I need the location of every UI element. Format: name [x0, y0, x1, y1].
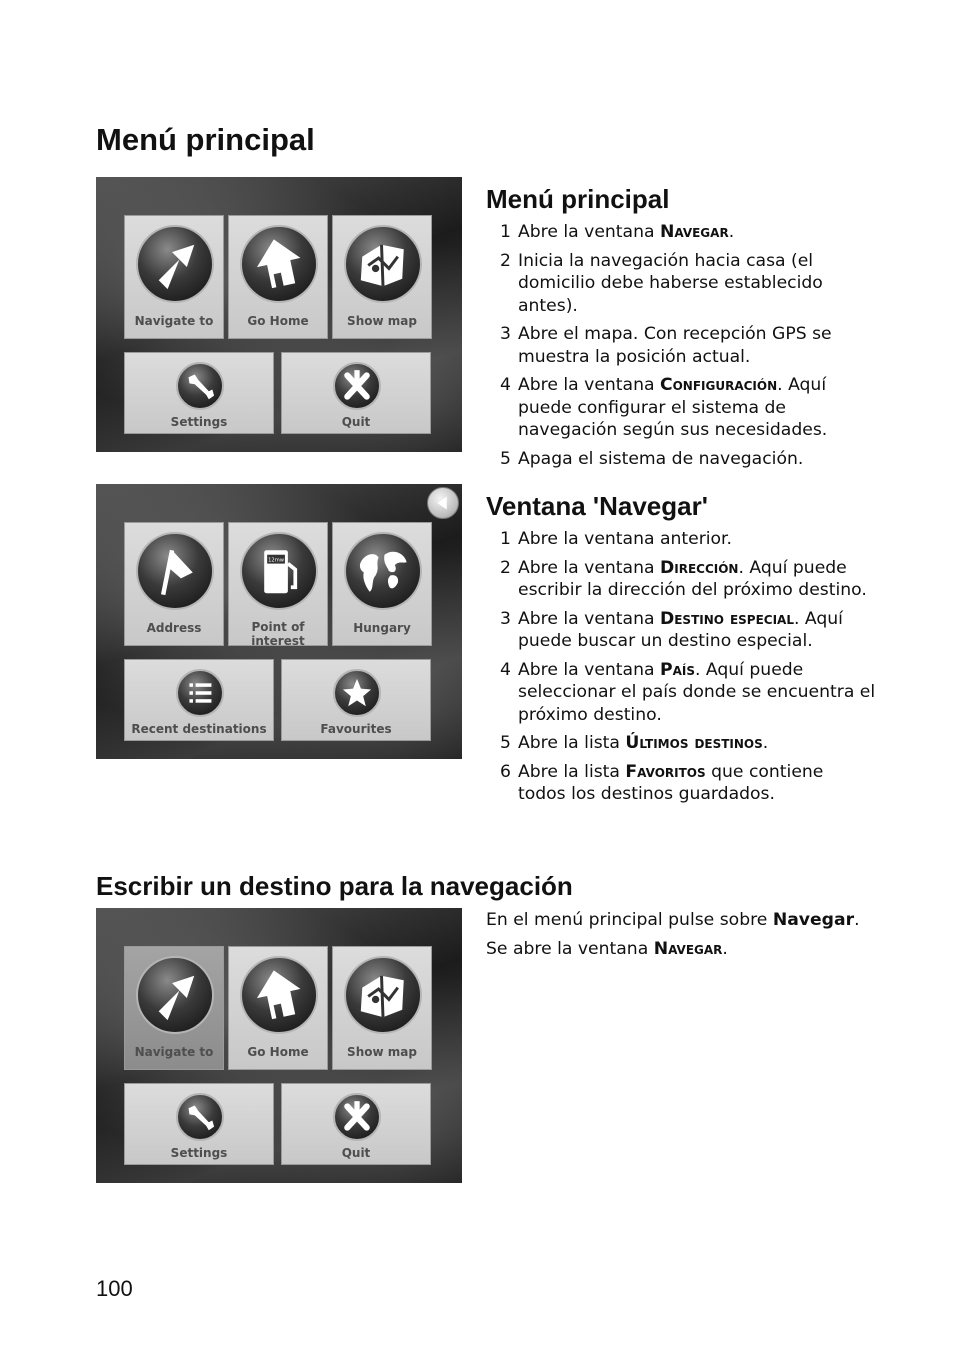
selected-menu-screenshot: [96, 908, 462, 1183]
list-item: 1 Abre la ventana Navegar.: [500, 222, 735, 242]
page-title: Menú principal: [96, 122, 315, 157]
map-icon: [344, 956, 422, 1034]
tile-label: Go Home: [247, 1045, 309, 1059]
navigate-window-list: [486, 528, 876, 806]
tile-label: Hungary: [353, 621, 411, 635]
address-tile[interactable]: [124, 522, 224, 646]
paragraph: Se abre la ventana Navegar.: [486, 938, 728, 959]
tile-label: Navigate to: [134, 314, 214, 328]
tile-label: Recent destinations: [131, 722, 267, 736]
arrow-icon: [136, 225, 214, 303]
main-menu-list: [486, 221, 876, 470]
star-icon: [333, 669, 381, 717]
tile-label-line2: interest: [251, 634, 305, 648]
tile-label: Favourites: [320, 722, 392, 736]
tile-label: Show map: [347, 314, 417, 328]
arrow-icon: [136, 956, 214, 1034]
home-icon: [240, 225, 318, 303]
quit-tile[interactable]: [281, 352, 431, 434]
section-heading: Escribir un destino para la navegación: [96, 871, 573, 901]
map-icon: [344, 225, 422, 303]
show-map-tile[interactable]: [332, 215, 432, 339]
page-number: 100: [96, 1276, 133, 1301]
tile-label: Address: [146, 621, 202, 635]
tile-label: Quit: [341, 415, 371, 429]
home-icon: [240, 956, 318, 1034]
section-main-menu: [486, 184, 876, 476]
settings-tile[interactable]: [124, 1083, 274, 1165]
section-write-destination: [486, 909, 876, 966]
list-item: 1 Abre la ventana anterior.: [500, 529, 733, 549]
go-home-tile[interactable]: [228, 215, 328, 339]
tile-label: Settings: [170, 415, 228, 429]
list-item: 3 Abre el mapa. Con recepción GPS se muestra la posición actual.: [500, 324, 832, 367]
list-item: 2 Abre la ventana Dirección. Aquí puede escribir la dirección del próximo destino.: [500, 557, 867, 600]
flag-icon: [136, 532, 214, 610]
list-item: 4 Abre la ventana País. Aquí puede seleccionar el país donde se encuentra el próximo destino.: [500, 659, 876, 725]
fuel-sign-text: 12mw: [268, 557, 284, 564]
tile-label: Show map: [347, 1045, 417, 1059]
back-button[interactable]: [427, 487, 459, 519]
show-map-tile[interactable]: [332, 946, 432, 1070]
quit-tile[interactable]: [281, 1083, 431, 1165]
navigate-window-screenshot: [96, 484, 462, 759]
navigate-to-tile-selected[interactable]: [124, 946, 224, 1070]
section-heading: Menú principal: [486, 184, 670, 214]
country-tile[interactable]: [332, 522, 432, 646]
paragraph: En el menú principal pulse sobre Navegar.: [486, 910, 860, 930]
settings-tile[interactable]: [124, 352, 274, 434]
list-icon: [176, 669, 224, 717]
wrench-icon: [176, 1093, 224, 1141]
list-item: 4 Abre la ventana Configuración. Aquí puede configurar el sistema de navegación según sus necesidades.: [500, 375, 828, 440]
fuel-pump-icon: [240, 532, 318, 610]
tile-label-line1: Point of: [251, 620, 305, 634]
main-menu-screenshot: [96, 177, 462, 452]
quit-icon: [333, 1093, 381, 1141]
point-of-interest-tile[interactable]: [228, 522, 328, 646]
tile-label: Go Home: [247, 314, 309, 328]
list-item: 6 Abre la lista Favoritos que contiene todos los destinos guardados.: [500, 761, 824, 804]
list-item: 2 Inicia la navegación hacia casa (el domicilio debe haberse establecido antes).: [500, 250, 823, 316]
favourites-tile[interactable]: [281, 659, 431, 741]
globe-icon: [344, 532, 422, 610]
navigate-to-tile[interactable]: [124, 215, 224, 339]
list-item: 5 Apaga el sistema de navegación.: [500, 448, 804, 469]
tile-label: Navigate to: [134, 1045, 214, 1059]
back-arrow-icon: [428, 488, 458, 518]
recent-destinations-tile[interactable]: [124, 659, 274, 741]
wrench-icon: [176, 362, 224, 410]
list-item: 3 Abre la ventana Destino especial. Aquí puede buscar un destino especial.: [500, 608, 843, 651]
list-item: 5 Abre la lista Últimos destinos.: [500, 733, 769, 753]
quit-icon: [333, 362, 381, 410]
go-home-tile[interactable]: [228, 946, 328, 1070]
section-heading: Ventana 'Navegar': [486, 491, 708, 521]
tile-label: Quit: [341, 1146, 371, 1160]
section-navigate-window: [486, 491, 876, 812]
tile-label: Settings: [170, 1146, 228, 1160]
